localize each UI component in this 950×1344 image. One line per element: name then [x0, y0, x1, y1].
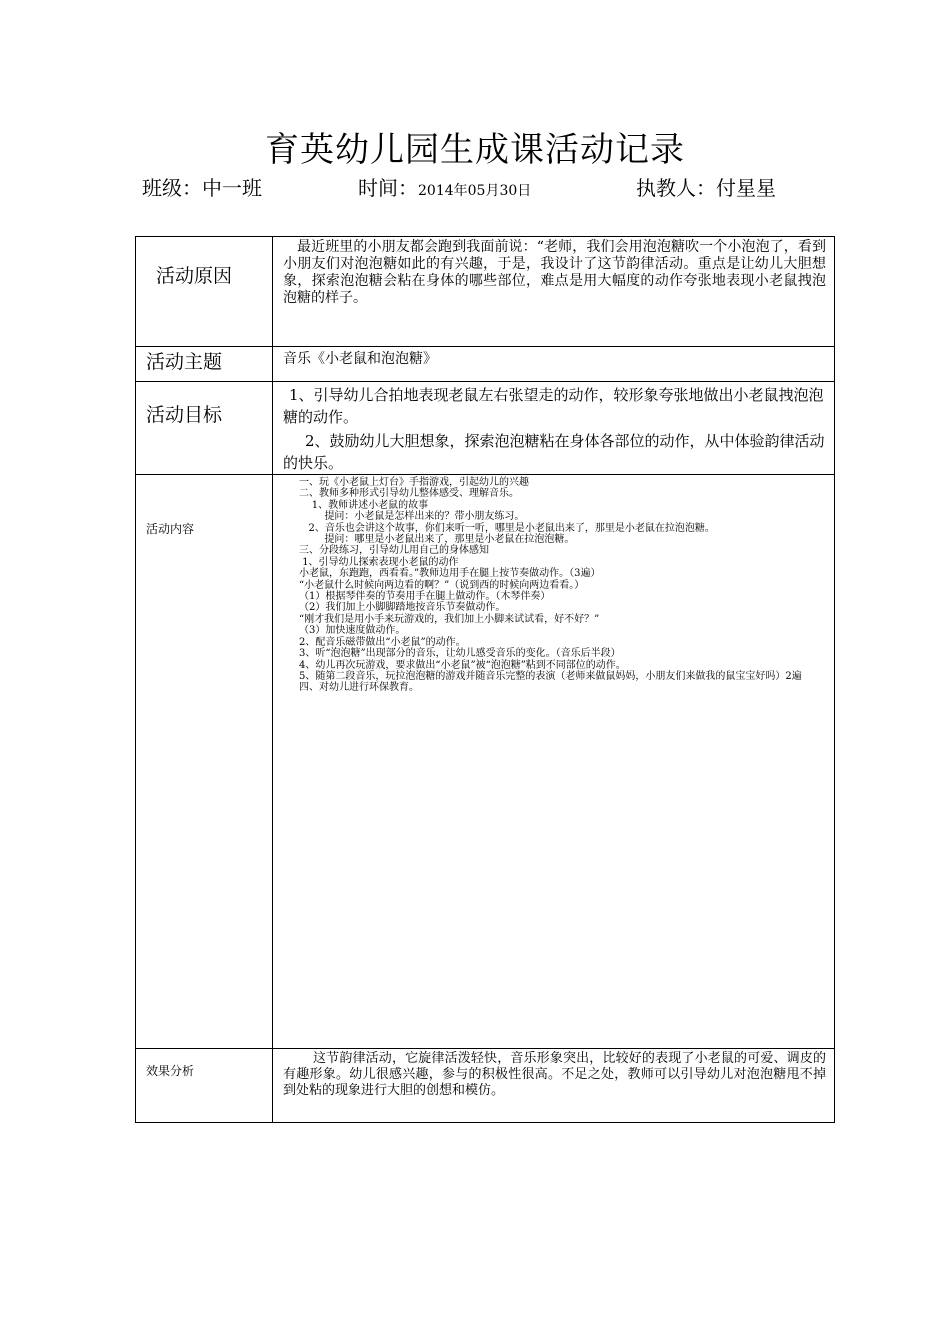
content-label: 活动内容	[146, 522, 195, 536]
content-line: （3）加快速度做动作。	[299, 625, 406, 637]
content-line: 提问：小老鼠是怎样出来的？带小朋友练习。	[299, 511, 525, 523]
content-text-cell	[273, 475, 835, 1049]
content-line: （1）根据琴伴奏的节奏用手在腿上做动作。（木琴伴奏）	[299, 591, 551, 603]
theme-row	[136, 347, 835, 382]
activity-record-table	[135, 236, 835, 1123]
effect-text: 这节韵律活动，它旋律活泼轻快，音乐形象突出，比较好的表现了小老鼠的可爱、调皮的有趣形象。幼儿很感兴趣，参与的积极性很高。不足之处，教师可以引导幼儿对泡泡糖甩不掉到处粘的现象进行大胆的创想和模仿。	[283, 1051, 826, 1098]
reason-label: 活动原因	[156, 265, 233, 287]
effect-label-cell	[136, 1049, 273, 1123]
theme-label-cell	[136, 347, 273, 382]
content-line: 三、分段练习，引导幼儿用自己的身体感知	[299, 545, 489, 557]
reason-row	[136, 237, 835, 347]
content-row	[136, 475, 835, 1049]
time-value: 2014年05月30日	[418, 183, 532, 199]
reason-text: 最近班里的小朋友都会跑到我面前说：“老师，我们会用泡泡糖吹一个小泡泡了，看到小朋友们对泡泡糖如此的有兴趣，于是，我设计了这节韵律活动。重点是让幼儿大胆想象，探索泡泡糖会粘在身体的哪些部位，难点是用大幅度的动作夸张地表现小老鼠拽泡泡糖的样子。	[283, 239, 826, 306]
content-line: 四、对幼儿进行环保教育。	[299, 682, 419, 694]
goal-label-cell	[136, 382, 273, 475]
theme-text-cell	[273, 347, 835, 382]
effect-label: 效果分析	[146, 1064, 195, 1078]
content-line: “刚才我们是用小手来玩游戏的，我们加上小脚来试试看，好不好？”	[299, 613, 600, 625]
goal-label: 活动目标	[146, 404, 223, 426]
effect-text-cell	[273, 1049, 835, 1123]
theme-label: 活动主题	[146, 351, 223, 373]
goal-line-2: 2、鼓励幼儿大胆想象，探索泡泡糖粘在身体各部位的动作，从中体验韵律活动的快乐。	[283, 432, 825, 472]
theme-text: 音乐《小老鼠和泡泡糖》	[283, 351, 437, 367]
effect-row	[136, 1049, 835, 1123]
teacher-label: 执教人：付星星	[636, 176, 776, 200]
content-line: 3、听“泡泡糖”出现部分的音乐，让幼儿感受音乐的变化。（音乐后半段）	[299, 648, 621, 660]
content-line: 小老鼠，东跑跑，西看看。”教师边用手在腿上按节奏做动作。（3遍）	[299, 568, 601, 580]
record-meta	[142, 174, 822, 204]
content-line: 2、配音乐磁带做出“小老鼠”的动作。	[299, 636, 466, 648]
goal-text-cell	[273, 382, 835, 475]
class-label: 班级：中一班	[142, 176, 262, 200]
goal-row	[136, 382, 835, 475]
content-label-cell	[136, 475, 273, 1049]
goal-line-1: 1、引导幼儿合拍地表现老鼠左右张望走的动作，较形象夸张地做出小老鼠拽泡泡糖的动作。	[283, 386, 824, 426]
content-line: 2、音乐也会讲这个故事，你们来听一听，哪里是小老鼠出来了，那里是小老鼠在拉泡泡糖。	[299, 522, 715, 534]
content-line: 提问：哪里是小老鼠出来了，那里是小老鼠在拉泡泡糖。	[299, 534, 575, 546]
content-lines	[273, 475, 834, 694]
time-label: 时间：	[358, 176, 418, 200]
content-line: 一、玩《小老鼠上灯台》手指游戏，引起幼儿的兴趣	[299, 477, 529, 488]
content-line: “小老鼠什么时候向两边看的啊？”（说到西的时候向两边看看。）	[299, 579, 585, 591]
content-line: （2）我们加上小脚脚踏地按音乐节奏做动作。	[299, 602, 506, 614]
content-line: 5、随第二段音乐，玩拉泡泡糖的游戏并随音乐完整的表演（老师来做鼠妈妈，小朋友们来做我的鼠宝宝好吗）2遍	[299, 670, 802, 682]
page-title: 育英幼儿园生成课活动记录	[265, 130, 685, 170]
content-line: 二、教师多种形式引导幼儿整体感受、理解音乐。	[299, 488, 519, 500]
reason-label-cell	[136, 237, 273, 347]
content-line: 4、幼儿再次玩游戏，要求做出“小老鼠”被“泡泡糖”粘到不同部位的动作。	[299, 659, 626, 671]
reason-text-cell	[273, 237, 835, 347]
time-field	[358, 174, 531, 205]
content-line: 1、教师讲述小老鼠的故事	[299, 499, 429, 511]
content-line: 1、引导幼儿探索表现小老鼠的动作	[299, 556, 459, 568]
